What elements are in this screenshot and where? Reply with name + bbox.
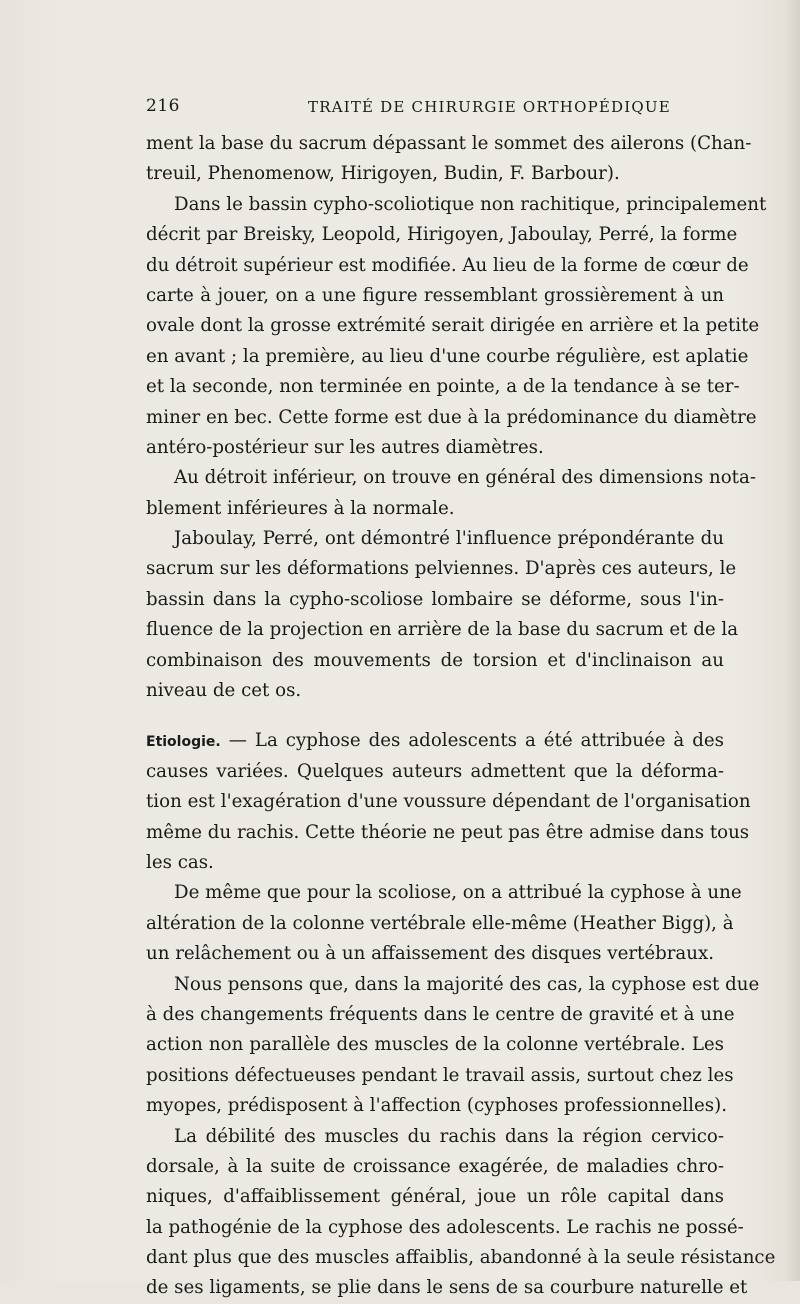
text-line: du détroit supérieur est modifiée. Au lieu de la forme de cœur de [146, 254, 749, 276]
text-line: treuil, Phenomenow, Hirigoyen, Budin, F. Barbour). [146, 163, 620, 185]
section-gap [146, 706, 724, 726]
text-line: La débilité des muscles du rachis dans la région cervico- [174, 1125, 724, 1147]
text-line: ment la base du sacrum dépassant le sommet des ailerons (Chan- [146, 133, 752, 154]
page-edge-shadow [786, 0, 800, 1281]
text-line: Dans le bassin cypho-scoliotique non rachitique, principalement [174, 193, 767, 215]
text-line: de ses ligaments, se plie dans le sens de sa courbure naturelle et [146, 1277, 748, 1299]
text-line: la pathogénie de la cyphose des adolescents. Le rachis ne possé- [146, 1216, 744, 1238]
text-line: fluence de la projection en arrière de la base du sacrum et de la [146, 619, 739, 641]
text-line: même du rachis. Cette théorie ne peut pas être admise dans tous [146, 821, 750, 843]
text-line: blement inférieures à la normale. [146, 497, 455, 519]
text-line: à des changements fréquents dans le centre de gravité et à une [146, 1003, 735, 1025]
text-line: ovale dont la grosse extrémité serait dirigée en arrière et la petite [146, 315, 760, 337]
text-line: niques, d'affaiblissement général, joue un rôle capital dans [146, 1186, 724, 1208]
text-line: un relâchement ou à un affaissement des disques vertébraux. [146, 943, 715, 965]
text-line: combinaison des mouvements de torsion et d'inclinaison au [146, 649, 724, 671]
section-heading: Etiologie. [146, 734, 221, 751]
text-line: les cas. [146, 851, 214, 873]
text-line: et la seconde, non terminée en pointe, a de la tendance à se ter- [146, 376, 740, 398]
text-line: décrit par Breisky, Leopold, Hirigoyen, Jaboulay, Perré, la forme [146, 224, 738, 246]
text-line: sacrum sur les déformations pelviennes. D'après ces auteurs, le [146, 558, 737, 580]
text-line: Jaboulay, Perré, ont démontré l'influence prépondérante du [174, 528, 724, 550]
body-text [146, 129, 776, 1304]
page-number: 216 [146, 96, 180, 116]
text-line: causes variées. Quelques auteurs admettent que la déforma- [146, 760, 724, 782]
text-line: dorsale, à la suite de croissance exagérée, de maladies chro- [146, 1155, 724, 1177]
text-line: niveau de cet os. [146, 680, 302, 702]
page-header [146, 96, 724, 120]
text-line: altération de la colonne vertébrale elle-même (Heather Bigg), à [146, 912, 734, 934]
text-line: bassin dans la cypho-scoliose lombaire se déforme, sous l'in- [146, 588, 724, 610]
running-title: TRAITÉ DE CHIRURGIE ORTHOPÉDIQUE [308, 98, 671, 116]
text-line: antéro-postérieur sur les autres diamètres. [146, 436, 544, 458]
text-line: Nous pensons que, dans la majorité des cas, la cyphose est due [174, 973, 760, 995]
text-line: positions défectueuses pendant le travail assis, surtout chez les [146, 1064, 734, 1086]
text-line: action non parallèle des muscles de la colonne vertébrale. Les [146, 1034, 724, 1056]
text-line: tion est l'exagération d'une voussure dépendant de l'organisation [146, 791, 751, 813]
text-line: dant plus que des muscles affaiblis, abandonné à la seule résistance [146, 1247, 776, 1269]
text-line: myopes, prédisposent à l'affection (cyphoses professionnelles). [146, 1095, 727, 1117]
text-line: en avant ; la première, au lieu d'une courbe régulière, est aplatie [146, 345, 749, 367]
text-fragment: — La cyphose des adolescents a été attribuée à des [220, 730, 724, 752]
text-line: carte à jouer, on a une figure ressemblant grossièrement à un [146, 284, 724, 306]
text-line: De même que pour la scoliose, on a attribué la cyphose à une [174, 882, 742, 904]
text-line [146, 726, 724, 756]
text-line: miner en bec. Cette forme est due à la prédominance du diamètre [146, 406, 757, 428]
text-line: Au détroit inférieur, on trouve en général des dimensions nota- [174, 467, 756, 489]
